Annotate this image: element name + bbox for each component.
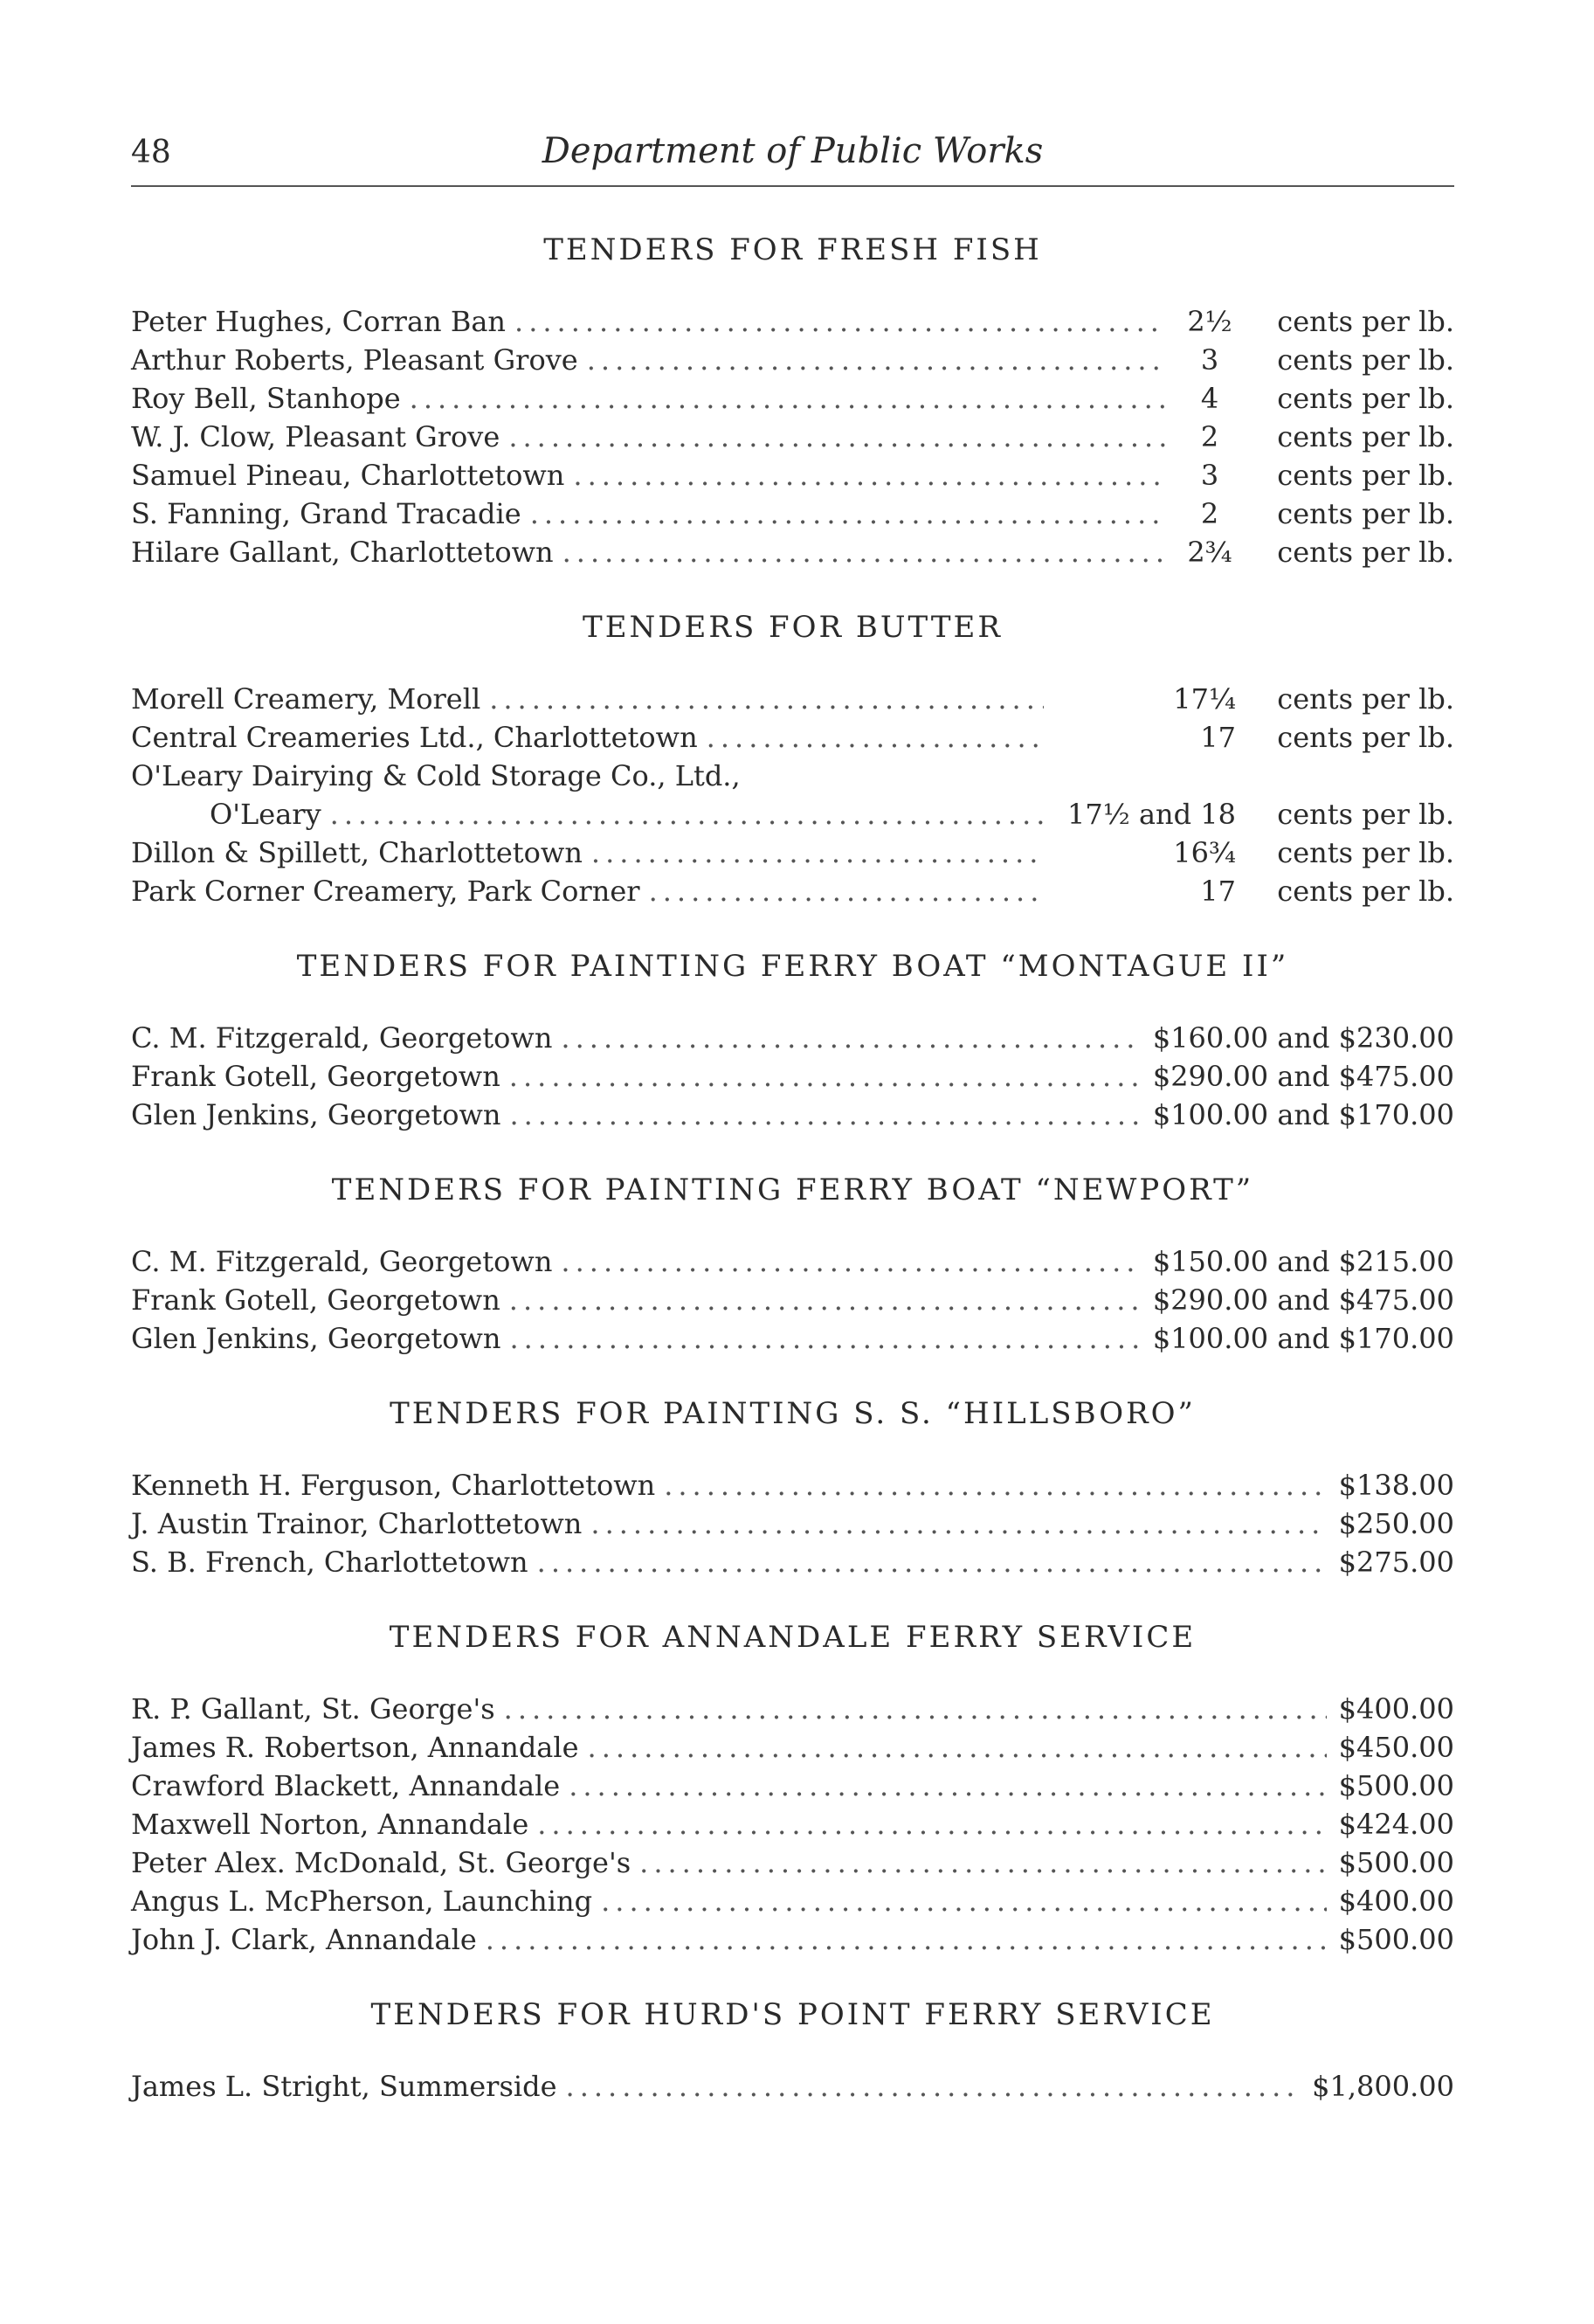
dot-leader	[588, 1728, 1327, 1767]
price: 2¾	[1187, 536, 1232, 569]
dot-leader	[330, 795, 1044, 833]
tender-row	[131, 1096, 1454, 1134]
tender-row	[131, 795, 1454, 833]
section-title: TENDERS FOR FRESH FISH	[543, 232, 1042, 267]
tenderer-name: J. Austin Trainor, Charlottetown	[131, 1507, 583, 1540]
tenderer-name: Arthur Roberts, Pleasant Grove	[131, 343, 578, 377]
tenderer-name: Hilare Gallant, Charlottetown	[131, 536, 554, 569]
tender-row	[131, 379, 1454, 418]
dot-leader	[486, 1920, 1327, 1959]
tender-row	[131, 456, 1454, 495]
dot-leader	[587, 341, 1166, 379]
tender-row	[131, 1543, 1454, 1581]
tender-row	[131, 533, 1454, 571]
unit: cents per lb.	[1277, 875, 1454, 908]
section-montague	[131, 949, 1454, 1134]
tender-row	[131, 680, 1454, 718]
unit: cents per lb.	[1277, 382, 1454, 415]
tender-row	[131, 1728, 1454, 1767]
tender-row	[131, 1504, 1454, 1543]
dot-leader	[410, 379, 1166, 418]
tenderer-name: Crawford Blackett, Annandale	[131, 1769, 561, 1802]
tenderer-name: C. M. Fitzgerald, Georgetown	[131, 1021, 553, 1055]
amount: $500.00	[1338, 1846, 1454, 1879]
amount: $250.00	[1338, 1507, 1454, 1540]
tender-row	[131, 833, 1454, 872]
section-title: TENDERS FOR PAINTING S. S. “HILLSBORO”	[390, 1396, 1196, 1431]
dot-leader	[591, 833, 1044, 872]
tender-row-first-line	[131, 757, 1454, 795]
tender-row	[131, 1767, 1454, 1805]
unit: cents per lb.	[1277, 536, 1454, 569]
tender-row	[131, 341, 1454, 379]
page-header	[131, 131, 1454, 187]
dot-leader	[510, 1096, 1141, 1134]
dot-leader	[664, 1466, 1326, 1504]
tender-row	[131, 1019, 1454, 1057]
tenderer-name: Roy Bell, Stanhope	[131, 382, 401, 415]
tenderer-name: Peter Hughes, Corran Ban	[131, 305, 507, 338]
tenderer-name: S. B. French, Charlottetown	[131, 1546, 528, 1579]
unit: cents per lb.	[1277, 459, 1454, 492]
section-title: TENDERS FOR ANNANDALE FERRY SERVICE	[389, 1620, 1197, 1655]
dot-leader	[707, 718, 1044, 757]
tender-row	[131, 1882, 1454, 1920]
unit: cents per lb.	[1277, 420, 1454, 453]
tender-row	[131, 1466, 1454, 1504]
amount: $400.00	[1338, 1692, 1454, 1726]
tender-row	[131, 1057, 1454, 1096]
running-title: Department of Public Works	[542, 131, 1044, 171]
price: 2	[1200, 497, 1219, 530]
tenderer-name: S. Fanning, Grand Tracadie	[131, 497, 521, 530]
price: 2½	[1187, 305, 1232, 338]
tenderer-name: W. J. Clow, Pleasant Grove	[131, 420, 500, 453]
price: 17¼	[1173, 682, 1236, 716]
amount: $275.00	[1338, 1546, 1454, 1579]
section-title: TENDERS FOR BUTTER	[583, 610, 1003, 645]
dot-leader	[489, 680, 1044, 718]
price: 17	[1200, 721, 1236, 754]
section-newport	[131, 1172, 1454, 1358]
section-title: TENDERS FOR PAINTING FERRY BOAT “MONTAGUE II”	[296, 949, 1289, 984]
tenderer-name: James L. Stright, Summerside	[131, 2070, 557, 2103]
dot-leader	[561, 1242, 1140, 1281]
dot-leader	[573, 456, 1166, 495]
price: 17½ and 18	[1067, 798, 1236, 831]
price: 16¾	[1173, 836, 1236, 869]
tender-row	[131, 495, 1454, 533]
tenderer-name: Frank Gotell, Georgetown	[131, 1060, 500, 1093]
dot-leader	[601, 1882, 1327, 1920]
dot-leader	[510, 1319, 1141, 1358]
section-hurds-point	[131, 1997, 1454, 2106]
dot-leader	[509, 1057, 1141, 1096]
price: 2	[1200, 420, 1219, 453]
unit: cents per lb.	[1277, 682, 1454, 716]
tender-row	[131, 418, 1454, 456]
amount: $290.00 and $475.00	[1152, 1060, 1454, 1093]
tenderer-name: Morell Creamery, Morell	[131, 682, 481, 716]
dot-leader	[508, 418, 1166, 456]
amount: $100.00 and $170.00	[1152, 1322, 1454, 1355]
price: 17	[1200, 875, 1236, 908]
dot-leader	[561, 1019, 1140, 1057]
tender-row	[131, 1690, 1454, 1728]
dot-leader	[509, 1281, 1141, 1319]
dot-leader	[504, 1690, 1327, 1728]
tender-row	[131, 872, 1454, 910]
tenderer-name: John J. Clark, Annandale	[131, 1923, 477, 1956]
tenderer-name: Glen Jenkins, Georgetown	[131, 1322, 501, 1355]
tender-row	[131, 1805, 1454, 1843]
tenderer-name: James R. Robertson, Annandale	[131, 1731, 579, 1764]
dot-leader	[514, 302, 1166, 341]
tender-row	[131, 2067, 1454, 2106]
section-annandale	[131, 1620, 1454, 1959]
section-title: TENDERS FOR HURD'S POINT FERRY SERVICE	[370, 1997, 1215, 2032]
document-page	[131, 131, 1454, 2144]
amount: $290.00 and $475.00	[1152, 1283, 1454, 1317]
tenderer-name: Kenneth H. Ferguson, Charlottetown	[131, 1469, 656, 1502]
unit: cents per lb.	[1277, 305, 1454, 338]
price: 4	[1200, 382, 1219, 415]
tenderer-name: Park Corner Creamery, Park Corner	[131, 875, 640, 908]
dot-leader	[530, 495, 1166, 533]
amount: $450.00	[1338, 1731, 1454, 1764]
tender-row	[131, 302, 1454, 341]
tender-row	[131, 1281, 1454, 1319]
tender-row	[131, 1319, 1454, 1358]
unit: cents per lb.	[1277, 836, 1454, 869]
unit: cents per lb.	[1277, 343, 1454, 377]
amount: $400.00	[1338, 1885, 1454, 1918]
price: 3	[1200, 343, 1219, 377]
dot-leader	[569, 1767, 1326, 1805]
amount: $138.00	[1338, 1469, 1454, 1502]
dot-leader	[566, 2067, 1301, 2106]
tenderer-name: Peter Alex. McDonald, St. George's	[131, 1846, 631, 1879]
tenderer-name: Samuel Pineau, Charlottetown	[131, 459, 565, 492]
page-number: 48	[131, 135, 171, 170]
amount: $160.00 and $230.00	[1152, 1021, 1454, 1055]
dot-leader	[562, 533, 1166, 571]
tenderer-name: O'Leary Dairying & Cold Storage Co., Ltd.,	[131, 759, 741, 792]
tenderer-name: Glen Jenkins, Georgetown	[131, 1098, 501, 1131]
amount: $1,800.00	[1312, 2070, 1454, 2103]
tender-row	[131, 1920, 1454, 1959]
amount: $500.00	[1338, 1923, 1454, 1956]
tender-row	[131, 1242, 1454, 1281]
tenderer-name: Maxwell Norton, Annandale	[131, 1808, 529, 1841]
dot-leader	[537, 1543, 1327, 1581]
tenderer-name: Frank Gotell, Georgetown	[131, 1283, 500, 1317]
unit: cents per lb.	[1277, 497, 1454, 530]
dot-leader	[537, 1805, 1326, 1843]
dot-leader	[590, 1504, 1326, 1543]
section-fresh-fish	[131, 232, 1454, 571]
amount: $500.00	[1338, 1769, 1454, 1802]
tenderer-name: Central Creameries Ltd., Charlottetown	[131, 721, 698, 754]
tenderer-name: C. M. Fitzgerald, Georgetown	[131, 1245, 553, 1278]
dot-leader	[649, 872, 1044, 910]
tenderer-name-continued: O'Leary	[210, 798, 321, 831]
section-title: TENDERS FOR PAINTING FERRY BOAT “NEWPORT”	[331, 1172, 1254, 1207]
amount: $424.00	[1338, 1808, 1454, 1841]
amount: $150.00 and $215.00	[1152, 1245, 1454, 1278]
amount: $100.00 and $170.00	[1152, 1098, 1454, 1131]
section-butter	[131, 610, 1454, 910]
tender-row	[131, 718, 1454, 757]
tenderer-name: R. P. Gallant, St. George's	[131, 1692, 495, 1726]
tender-row	[131, 1843, 1454, 1882]
price: 3	[1200, 459, 1219, 492]
dot-leader	[639, 1843, 1327, 1882]
section-hillsboro	[131, 1396, 1454, 1581]
unit: cents per lb.	[1277, 721, 1454, 754]
tenderer-name: Dillon & Spillett, Charlottetown	[131, 836, 583, 869]
unit: cents per lb.	[1277, 798, 1454, 831]
tenderer-name: Angus L. McPherson, Launching	[131, 1885, 593, 1918]
